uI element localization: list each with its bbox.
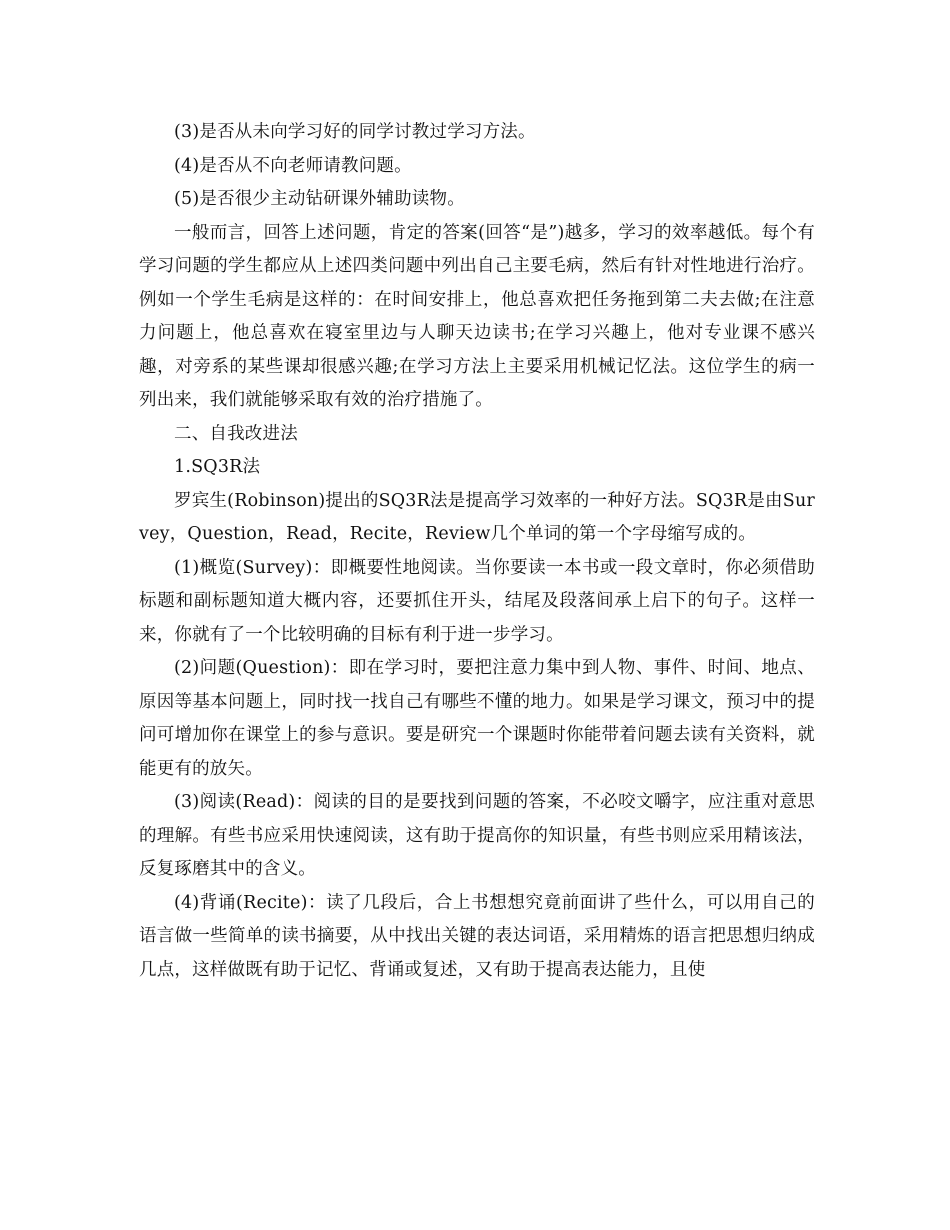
list-item-5: (5)是否很少主动钻研课外辅助读物。 <box>174 189 465 209</box>
summary-paragraph: 一般而言，回答上述问题，肯定的答案(回答“是”)越多，学习的效率越低。每个有学习问题的学生都应从上述四类问题中列出自己主要毛病，然后有针对性地进行治疗。例如一个学生毛病是这样的：在时间安排上，他总喜欢把任务拖到第二夫去做;在注意力问题上，他总喜欢在寝室里边与人聊天边读书;在学习兴趣上，他对专业课不感兴趣，对旁系的某些课却很感兴趣;在学习方法上主要采用机械记忆法。这位学生的病一列出来，我们就能够采取有效的治疗措施了。 <box>139 222 815 410</box>
list-item-4: (4)是否从不向老师请教问题。 <box>174 155 412 176</box>
list-item-3: (3)是否从未向学习好的同学讨教过学习方法。 <box>174 122 536 142</box>
document-page <box>139 116 815 987</box>
section-heading: 二、自我改进法 <box>174 423 298 444</box>
survey-paragraph: (1)概览(Survey)：即概要性地阅读。当你要读一本书或一段文章时，你必须借助标题和副标题知道大概内容，还要抓住开头，结尾及段落间承上启下的句子。这样一来，你就有了一个比较明确的目标有利于进一步学习。 <box>139 557 815 645</box>
subsection-heading: 1.SQ3R法 <box>174 457 261 477</box>
read-paragraph: (3)阅读(Read)：阅读的目的是要找到问题的答案，不必咬文嚼字，应注重对意思的理解。有些书应采用快速阅读，这有助于提高你的知识量，有些书则应采用精该法，反复琢磨其中的含义。 <box>139 792 815 879</box>
recite-paragraph: (4)背诵(Recite)：读了几段后，合上书想想究竟前面讲了些什么，可以用自己的语言做一些简单的读书摘要，从中找出关键的表达词语，采用精炼的语言把思想归纳成几点，这样做既有助于记忆、背诵或复述，又有助于提高表达能力，且使 <box>139 892 815 980</box>
question-paragraph: (2)问题(Question)：即在学习时，要把注意力集中到人物、事件、时间、地点、原因等基本问题上，同时找一找自己有哪些不懂的地力。如果是学习课文，预习中的提问可增加你在课堂上的参与意识。要是研究一个课题时你能带着问题去读有关资料，就能更有的放矢。 <box>139 658 815 779</box>
sq3r-intro-paragraph: 罗宾生(Robinson)提出的SQ3R法是提高学习效率的一种好方法。SQ3R是由Survey，Question，Read，Recite，Review几个单词的第一个字母缩写成的。 <box>139 490 815 544</box>
